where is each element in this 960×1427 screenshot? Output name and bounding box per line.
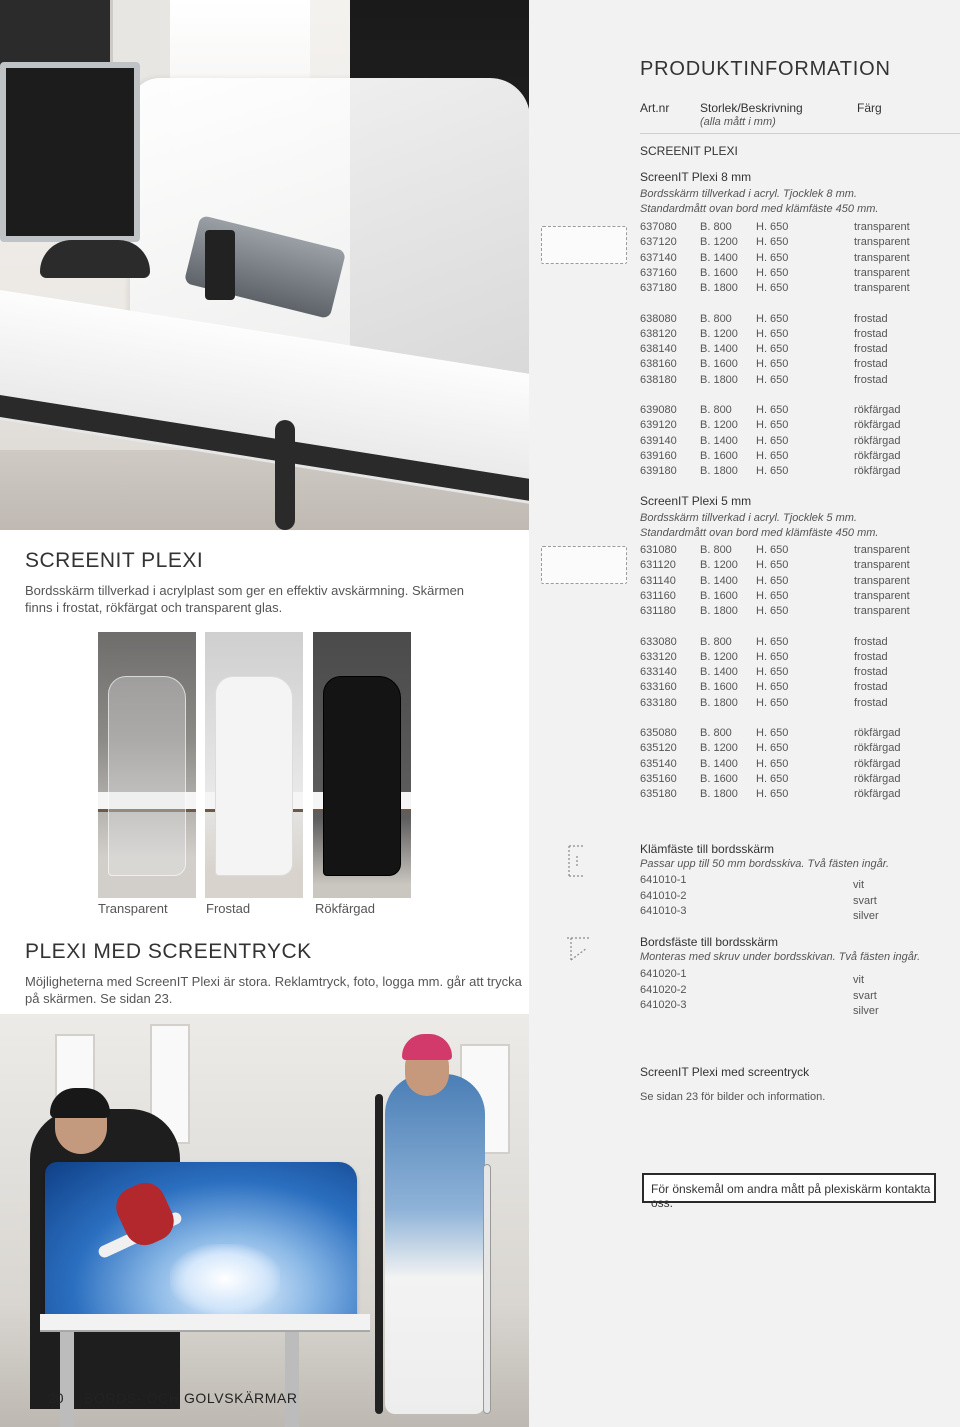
row-color: transparent [854,559,910,572]
row-width: B. 1200 [700,327,738,340]
row-color: transparent [854,221,910,233]
row-art-nr: 635120 [640,742,677,755]
page-number: 20 [48,1390,64,1406]
row-width: B. 1800 [700,373,738,386]
material-samples [98,632,418,900]
row-color: transparent [854,544,910,556]
table-row [640,604,950,619]
row-width: B. 1200 [700,742,738,755]
row-height: H. 650 [756,251,789,264]
row-width: B. 800 [700,727,732,739]
table-row [640,464,950,479]
table-row [640,342,950,357]
table-row [640,235,950,250]
row-color: rökfärgad [854,419,901,432]
row-height: H. 650 [756,589,789,602]
row-width: B. 1600 [700,266,738,279]
row-color: frostad [854,681,888,694]
row-art-nr: 639180 [640,465,677,477]
row-color: transparent [854,574,910,587]
row-width: B. 1400 [700,434,738,447]
row-art-nr: 631180 [640,605,676,617]
clamp-color-2: svart [853,894,877,907]
group-title-plexi-5mm: ScreenIT Plexi 5 mm [640,494,752,508]
screentryck-text: Se sidan 23 för bilder och information. [640,1091,826,1103]
contact-note-box [642,1173,936,1210]
row-width: B. 1800 [700,788,738,800]
row-width: B. 800 [700,312,732,325]
row-height: H. 650 [756,650,789,663]
row-height: H. 650 [756,404,789,416]
row-color: frostad [854,358,888,371]
row-color: rökfärgad [854,727,901,739]
row-height: H. 650 [756,666,789,678]
printed-screen-photo [0,1014,529,1427]
row-art-nr: 637160 [640,266,677,279]
row-art-nr: 639160 [640,449,677,462]
row-art-nr: 633080 [640,635,677,648]
row-color: rökfärgad [854,788,901,800]
row-width: B. 1200 [700,559,738,572]
row-art-nr: 638160 [640,358,677,371]
plexi-5mm-thumbnail [541,546,627,584]
product-info-column [529,0,960,1427]
clamp-art-1: 641010-1 [640,874,687,886]
table-row [640,327,950,342]
row-color: transparent [854,236,910,249]
row-height: H. 650 [756,358,789,371]
row-art-nr: 638180 [640,373,677,386]
group-title-mount: Bordsfäste till bordsskärm [640,935,779,949]
table-row [640,403,950,418]
row-color: rökfärgad [854,772,901,785]
table-row [640,680,950,695]
row-art-nr: 631140 [640,574,676,587]
table-row [640,757,950,772]
row-width: B. 1800 [700,282,738,294]
row-art-nr: 638120 [640,327,677,340]
row-color: frostad [854,635,888,648]
row-height: H. 650 [756,327,789,340]
group-title-clamp: Klämfäste till bordsskärm [640,842,775,856]
row-art-nr: 639080 [640,404,677,416]
sample-frostad-image [205,632,303,898]
table-row [640,312,950,327]
row-height: H. 650 [756,343,789,355]
product-table-plexi-5mm [640,543,950,802]
row-art-nr: 638080 [640,312,677,325]
row-width: B. 1200 [700,236,738,249]
row-art-nr: 637080 [640,221,677,233]
table-row [640,574,950,589]
monitor-illustration [0,62,140,242]
page-title: PRODUKTINFORMATION [640,58,891,80]
clamp-art-3: 641010-3 [640,905,687,917]
row-color: rökfärgad [854,434,901,447]
row-color: frostad [854,312,888,325]
sample-label-rokfargad: Rökfärgad [315,901,375,916]
row-width: B. 1400 [700,343,738,355]
row-height: H. 650 [756,449,789,462]
row-art-nr: 631120 [640,559,676,572]
row-height: H. 650 [756,605,789,617]
row-art-nr: 633120 [640,650,677,663]
row-height: H. 650 [756,236,789,249]
row-color: frostad [854,373,888,386]
row-height: H. 650 [756,772,789,785]
row-art-nr: 637120 [640,236,677,249]
row-color: rökfärgad [854,465,901,477]
row-color: transparent [854,282,910,294]
table-row [640,266,950,281]
product-table-plexi-8mm [640,220,950,479]
col-header-color: Färg [857,101,882,115]
mount-color-2: svart [853,989,877,1002]
table-row [640,787,950,802]
row-art-nr: 635080 [640,727,677,739]
table-row [640,741,950,756]
row-height: H. 650 [756,788,789,800]
sample-transparent-image [98,632,196,898]
row-color: frostad [854,327,888,340]
row-width: B. 1200 [700,419,738,432]
row-height: H. 650 [756,266,789,279]
row-height: H. 650 [756,727,789,739]
table-row [640,558,950,573]
row-height: H. 650 [756,434,789,447]
row-width: B. 1400 [700,666,738,678]
row-width: B. 1800 [700,465,738,477]
table-row [640,772,950,787]
clamp-colors [853,878,879,925]
plexi-8mm-thumbnail [541,226,627,264]
row-height: H. 650 [756,465,789,477]
row-width: B. 1600 [700,589,738,602]
row-width: B. 1800 [700,605,738,617]
row-height: H. 650 [756,559,789,572]
mount-color-3: silver [853,1005,879,1017]
sample-label-frostad: Frostad [206,901,251,916]
section-text-screenit-plexi: Bordsskärm tillverkad i acrylplast som ger en effektiv avskärmning. Skärmen finns i frostat, rökfärgat och transparent glas. [25,583,465,615]
table-row [640,726,950,741]
row-width: B. 800 [700,544,732,556]
row-height: H. 650 [756,373,789,386]
group-desc-clamp: Passar upp till 50 mm bordsskiva. Två fästen ingår. [640,858,890,870]
row-width: B. 800 [700,221,732,233]
row-color: transparent [854,251,910,264]
group-desc-plexi-5mm-2: Standardmått ovan bord med klämfäste 450 mm. [640,527,879,539]
row-width: B. 1600 [700,681,738,694]
col-header-size: Storlek/Beskrivning [700,101,803,115]
clamp-art-2: 641010-2 [640,889,687,902]
table-row [640,543,950,558]
row-art-nr: 637140 [640,251,677,264]
row-color: transparent [854,266,910,279]
row-art-nr: 631160 [640,589,676,602]
row-art-nr: 635140 [640,757,677,770]
row-height: H. 650 [756,681,789,694]
row-art-nr: 633180 [640,696,677,709]
row-color: transparent [854,589,910,602]
clamp-color-1: vit [853,879,864,891]
row-art-nr: 631080 [640,544,677,556]
row-width: B. 1600 [700,358,738,371]
section-text-plexi-screentryck: Möjligheterna med ScreenIT Plexi är stora. Reklamtryck, foto, logga mm. går att trycka på skärmen. Se sidan 23. [25,974,522,1006]
row-width: B. 1800 [700,696,738,709]
group-desc-plexi-8mm-1: Bordsskärm tillverkad i acryl. Tjocklek 8 mm. [640,188,857,200]
row-art-nr: 639120 [640,419,677,432]
table-mount-icon [565,930,595,970]
row-width: B. 800 [700,635,732,648]
screentryck-title: ScreenIT Plexi med screentryck [640,1065,810,1079]
row-height: H. 650 [756,574,789,587]
col-header-art: Art.nr [640,101,670,115]
mount-art-1: 641020-1 [640,968,687,980]
row-width: B. 1600 [700,449,738,462]
row-art-nr: 635180 [640,788,677,800]
mount-color-1: vit [853,974,864,986]
group-desc-plexi-8mm-2: Standardmått ovan bord med klämfäste 450 mm. [640,203,879,215]
row-height: H. 650 [756,757,789,770]
row-height: H. 650 [756,221,789,233]
row-width: B. 1400 [700,757,738,770]
table-row [640,418,950,433]
row-width: B. 1200 [700,650,738,663]
row-width: B. 1600 [700,772,738,785]
section-title-screenit-plexi: SCREENIT PLEXI [25,549,204,572]
group-desc-mount: Monteras med skruv under bordsskivan. Två fästen ingår. [640,951,921,963]
row-height: H. 650 [756,419,789,432]
clamp-bracket-icon [565,842,595,882]
table-row [640,434,950,449]
row-height: H. 650 [756,544,789,556]
table-row [640,281,950,296]
row-art-nr: 633160 [640,681,677,694]
row-height: H. 650 [756,312,789,325]
table-row [640,635,950,650]
mount-art-3: 641020-3 [640,999,687,1011]
mount-art-2: 641020-2 [640,983,687,996]
clamp-color-3: silver [853,910,879,922]
row-height: H. 650 [756,742,789,755]
col-header-size-note: (alla mått i mm) [700,116,776,128]
contact-note: För önskemål om andra mått på plexiskärm kontakta oss. [651,1182,931,1210]
row-color: frostad [854,343,888,355]
sample-label-transparent: Transparent [98,901,168,916]
table-row [640,373,950,388]
office-desk-photo [0,0,529,530]
sample-rokfargad-image [313,632,411,898]
section-title-plexi-screentryck: PLEXI MED SCREENTRYCK [25,940,312,963]
product-family-heading: SCREENIT PLEXI [640,144,738,158]
row-width: B. 1400 [700,574,738,587]
row-color: transparent [854,605,910,617]
row-art-nr: 638140 [640,343,677,355]
row-height: H. 650 [756,635,789,648]
row-width: B. 800 [700,404,732,416]
table-row [640,449,950,464]
row-color: rökfärgad [854,742,901,755]
table-row [640,251,950,266]
header-divider [640,133,960,134]
row-height: H. 650 [756,696,789,709]
row-color: rökfärgad [854,757,901,770]
mount-colors [853,973,879,1020]
table-row [640,357,950,372]
mount-art-numbers [640,967,687,1014]
row-art-nr: 635160 [640,772,677,785]
row-art-nr: 633140 [640,666,677,678]
group-desc-plexi-5mm-1: Bordsskärm tillverkad i acryl. Tjocklek 5 mm. [640,512,857,524]
row-color: rökfärgad [854,404,901,416]
row-art-nr: 639140 [640,434,677,447]
table-row [640,696,950,711]
row-art-nr: 637180 [640,282,677,294]
table-row [640,220,950,235]
table-row [640,665,950,680]
row-color: frostad [854,666,888,678]
row-height: H. 650 [756,282,789,294]
group-title-plexi-8mm: ScreenIT Plexi 8 mm [640,170,752,184]
row-color: frostad [854,650,888,663]
table-row [640,650,950,665]
clamp-art-numbers [640,873,687,920]
row-color: rökfärgad [854,449,901,462]
footer-section-name: BORDS- OCH GOLVSKÄRMAR [84,1390,298,1406]
row-color: frostad [854,696,888,709]
row-width: B. 1400 [700,251,738,264]
table-row [640,589,950,604]
